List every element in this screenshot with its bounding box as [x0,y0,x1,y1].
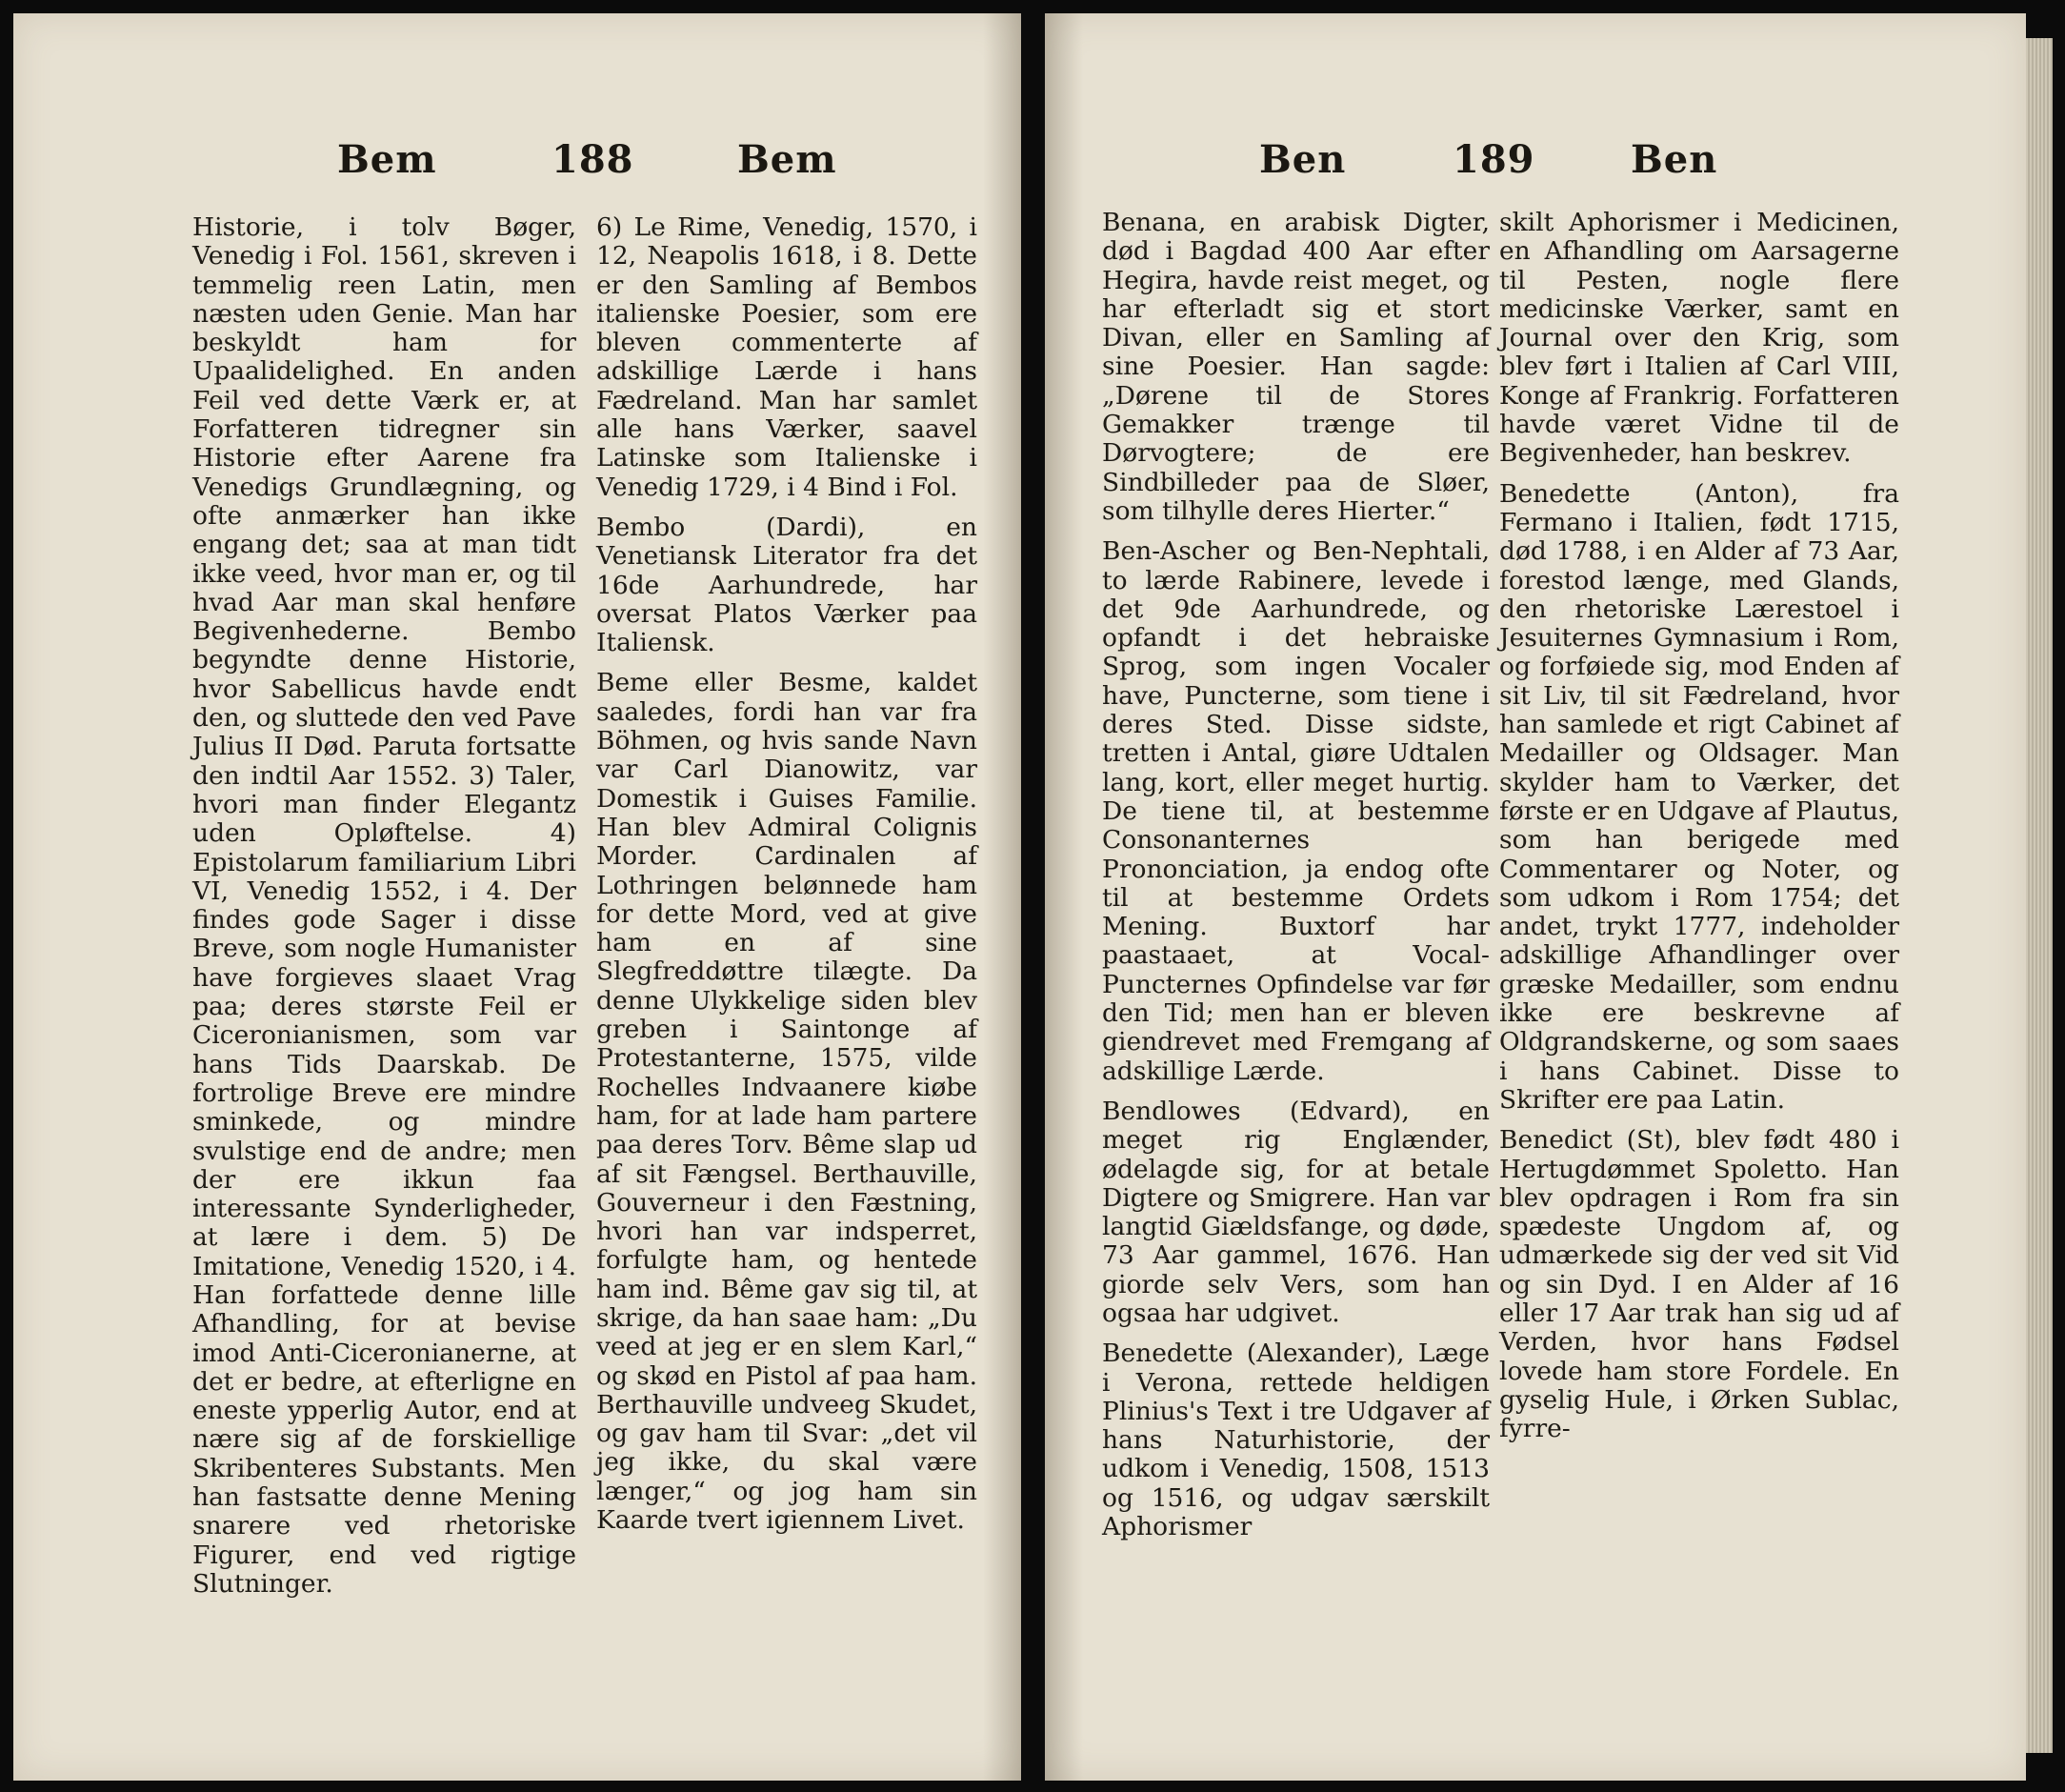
gutter-shadow [1045,13,1083,1781]
entry-beme: Beme eller Besme, kaldet saaledes, fordi han var fra Böhmen, og hvis sande Navn var Carl Dianowitz, var Domestik i Guises Familie. Han blev Admiral Colignis Morder. Cardinalen af Lothringen belønnede ham for dette Mord, ved at give ham en af sine Slegfreddøttre tilægte. Da denne Ulykkelige siden blev greben i Saintonge af Protestanterne, 1575, vilde Rochelles Indvaanere kiøbe ham, for at lade ham partere paa deres Torv. Bême slap ud af sit Fængsel. Berthauville, Gouverneur i den Fæstning, hvori han var indsperret, forfulgte ham, og hentede ham ind. Bême gav sig til, at skrige, da han saae ham: „Du veed at jeg er en slem Karl,“ og skød en Pistol af paa ham. Berthauville undveeg Skudet, og gav ham til Svar: „det vil jeg ikke, du skal være længer,“ og jog ham sin Kaarde tvert igiennem Livet. [596,668,977,1536]
page-number: 188 [551,137,634,182]
entry-bembo-dardi: Bembo (Dardi), en Venetiansk Literator fra det 16de Aarhundrede, har oversat Platos Værker paa Italiensk. [596,512,977,658]
gutter-shadow [983,13,1021,1781]
right-page-column-1 [1102,209,1490,1561]
paragraph: skilt Aphorismer i Medicinen, en Afhandling om Aarsagerne til Pesten, nogle flere medicinske Værker, samt en Journal over den Krig, som blev ført i Italien af Carl VIII, Konge af Frankrig. Forfatteren havde været Vidne til de Begivenheder, han beskrev. [1499,208,1899,469]
right-page-column-2 [1499,209,1899,1561]
running-head-right: Bem [737,137,837,182]
right-page [1045,13,2026,1781]
page-edges [2026,38,2053,1753]
entry-ben-ascher: Ben-Ascher og Ben-Nephtali, to lærde Rabinere, levede i det 9de Aarhundrede, og opfandt i det hebraiske Sprog, som ingen Vocaler have, Puncterne, som tiene i deres Sted. Disse sidste, tretten i Antal, giøre Udtalen lang, kort, eller meget hurtig. De tiene til, at bestemme Consonanternes Prononciation, ja endog ofte til at bestemme Ordets Mening. Buxtorf har paastaaet, at Vocal-Puncternes Opfindelse var før den Tid; men han er bleven giendrevet med Fremgang af adskillige Lærde. [1102,536,1490,1086]
page-number: 189 [1453,137,1535,182]
left-page [13,13,1021,1781]
entry-bendlowes: Bendlowes (Edvard), en meget rig Englænder, ødelagde sig, for at betale Digtere og Smigrere. Han var langtid Giældsfange, og døde, 73 Aar gammel, 1676. Han giorde selv Vers, som han ogsaa har udgivet. [1102,1096,1490,1328]
left-page-column-1 [192,212,576,1599]
running-head-left: Ben [1259,137,1347,182]
entry-benedette-alexander: Benedette (Alexander), Læge i Verona, rettede heldigen Plinius's Text i tre Udgaver af hans Naturhistorie, der udkom i Venedig, 1508, 1513 og 1516, og udgav særskilt Aphorismer [1102,1339,1490,1542]
running-head-left: Bem [337,137,437,182]
running-head-right: Ben [1631,137,1718,182]
paragraph: Historie, i tolv Bøger, Venedig i Fol. 1561, skreven i temmelig reen Latin, men næsten uden Genie. Man har beskyldt ham for Upaalidelighed. En anden Feil ved dette Værk er, at Forfatteren tidregner sin Historie efter Aarene fra Venedigs Grundlægning, og ofte anmærker han ikke engang det; saa at man tidt ikke veed, hvor man er, og til hvad Aar man skal henføre Begivenhederne. Bembo begyndte denne Historie, hvor Sabellicus havde endt den, og sluttede den ved Pave Julius II Død. Paruta fortsatte den indtil Aar 1552. 3) Taler, hvori man finder Elegantz uden Opløftelse. 4) Epistolarum familiarium Libri VI, Venedig 1552, i 4. Der findes gode Sager i disse Breve, som nogle Humanister have forgieves slaaet Vrag paa; deres største Feil er Ciceronianismen, som var hans Tids Daarskab. De fortrolige Breve ere mindre sminkede, og mindre svulstige end de andre; men der ere ikkun faa interessante Synderligheder, at lære i dem. 5) De Imitatione, Venedig 1520, i 4. Han forfattede denne lille Afhandling, for at bevise imod Anti-Ciceronianerne, at det er bedre, at efterligne en eneste ypperlig Autor, end at nære sig af de forskiellige Skribenteres Substants. Men han fastsatte denne Mening snarere ved rhetoriske Figurer, end ved rigtige Slutninger. [192,212,576,1599]
entry-benedict: Benedict (St), blev født 480 i Hertugdømmet Spoletto. Han blev opdragen i Rom fra sin spædeste Ungdom af, og udmærkede sig der ved sit Vid og sin Dyd. I en Alder af 16 eller 17 Aar trak han sig ud af Verden, hvor hans Fødsel lovede ham store Fordele. En gyselig Hule, i Ørken Sublac, fyrre- [1499,1125,1899,1444]
entry-benedette-anton: Benedette (Anton), fra Fermano i Italien, født 1715, død 1788, i en Alder af 73 Aar, forestod længe, med Glands, den rhetoriske Lærestoel i Jesuiternes Gymnasium i Rom, og forføiede sig, mod Enden af sit Liv, til sit Fædreland, hvor han samlede et rigt Cabinet af Medailler og Oldsager. Man skylder ham to Værker, det første er en Udgave af Plautus, som han berigede med Commentarer og Noter, og som udkom i Rom 1754; det andet, trykt 1777, indeholder adskillige Afhandlinger over græske Medailler, som endnu ikke ere beskrevne af Oldgrandskerne, og som saaes i hans Cabinet. Disse to Skrifter ere paa Latin. [1499,478,1899,1115]
left-page-column-2 [596,213,977,1566]
entry-benana: Benana, en arabisk Digter, død i Bagdad 400 Aar efter Hegira, havde reist meget, og har efterladt sig et stort Divan, eller en Samling af sine Poesier. Han sagde: „Dørene til de Stores Gemakker trænge til Dørvogtere; de ere Sindbilleder paa de Sløer, som tilhylle deres Hierter.“ [1102,208,1490,526]
paragraph: 6) Le Rime, Venedig, 1570, i 12, Neapolis 1618, i 8. Dette er den Samling af Bembos italienske Poesier, som ere bleven commenterte af adskillige Lærde i hans Fædreland. Man har samlet alle hans Værker, saavel Latinske som Italienske i Venedig 1729, i 4 Bind i Fol. [596,212,977,502]
